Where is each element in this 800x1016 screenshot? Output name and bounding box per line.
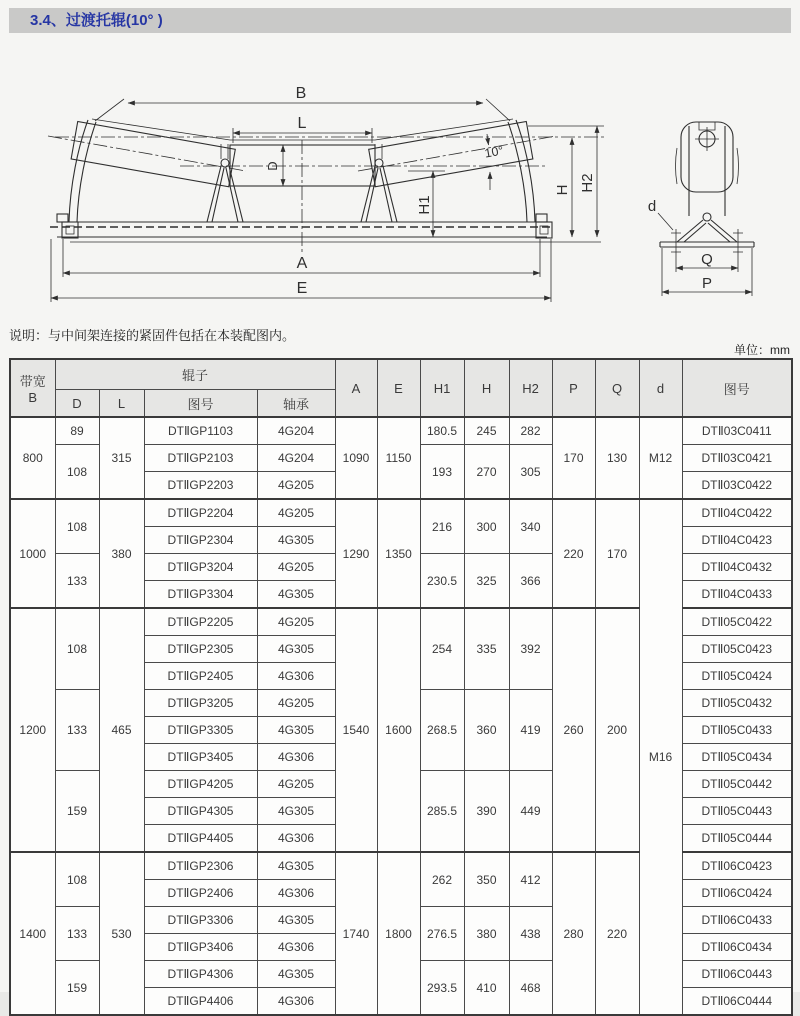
table-cell: DTⅡ04C0432: [682, 554, 792, 581]
table-cell: 159: [55, 961, 99, 1016]
table-cell: DTⅡ03C0411: [682, 417, 792, 445]
table-cell: 530: [99, 852, 144, 1015]
table-cell: 268.5: [420, 690, 464, 771]
stand-left: [207, 144, 243, 222]
table-cell: 1000: [10, 499, 55, 608]
table-cell: 200: [595, 608, 639, 852]
dim-label-l: L: [297, 115, 307, 132]
table-cell: DTⅡGP3306: [144, 907, 257, 934]
table-cell: 1290: [335, 499, 377, 608]
table-cell: M12: [639, 417, 682, 499]
spec-table: [9, 358, 793, 1016]
dim-leader-d-small: [658, 213, 673, 230]
side-v-legs: [677, 220, 737, 242]
dim-label-q: Q: [701, 251, 713, 268]
table-cell: 412: [509, 852, 552, 907]
table-cell: DTⅡGP3406: [144, 934, 257, 961]
table-cell: 449: [509, 771, 552, 853]
table-cell: 270: [464, 445, 509, 500]
table-cell: 4G306: [257, 744, 335, 771]
col-header-e: E: [377, 359, 420, 417]
col-header-fig: 图号: [682, 359, 792, 417]
table-cell: DTⅡGP2203: [144, 472, 257, 500]
table-cell: 170: [552, 417, 595, 499]
bracket-right: [508, 120, 535, 222]
table-body: [10, 417, 792, 1015]
table-cell: 4G305: [257, 636, 335, 663]
header-row-1: [10, 359, 792, 390]
technical-drawing: [0, 55, 800, 333]
table-cell: 1090: [335, 417, 377, 499]
table-cell: M16: [639, 499, 682, 1015]
table-cell: 1400: [10, 852, 55, 1015]
page-title: 3.4、过渡托辊(10° ): [30, 12, 163, 29]
table-cell: 419: [509, 690, 552, 771]
table-cell: DTⅡ05C0434: [682, 744, 792, 771]
table-cell: 366: [509, 554, 552, 609]
table-cell: 276.5: [420, 907, 464, 961]
table-cell: DTⅡGP2306: [144, 852, 257, 880]
table-cell: DTⅡGP3305: [144, 717, 257, 744]
col-header-p: P: [552, 359, 595, 417]
table-cell: DTⅡGP4205: [144, 771, 257, 798]
table-cell: 1350: [377, 499, 420, 608]
table-cell: DTⅡ05C0423: [682, 636, 792, 663]
table-cell: DTⅡGP3405: [144, 744, 257, 771]
side-roller-bulge: [676, 148, 739, 184]
table-cell: DTⅡGP2204: [144, 499, 257, 527]
table-cell: DTⅡ05C0433: [682, 717, 792, 744]
table-cell: 4G305: [257, 961, 335, 988]
table-cell: 4G306: [257, 934, 335, 961]
table-cell: 4G204: [257, 417, 335, 445]
table-cell: 305: [509, 445, 552, 500]
table-cell: 108: [55, 852, 99, 907]
table-cell: 245: [464, 417, 509, 445]
table-cell: 230.5: [420, 554, 464, 609]
table-cell: 468: [509, 961, 552, 1016]
table-cell: 220: [595, 852, 639, 1015]
col-header-sub-d: D: [55, 390, 99, 418]
table-cell: 254: [420, 608, 464, 690]
table-cell: 465: [99, 608, 144, 852]
side-view: [648, 122, 754, 296]
table-cell: DTⅡ05C0442: [682, 771, 792, 798]
table-cell: 4G205: [257, 771, 335, 798]
section-title-bar: [9, 8, 791, 33]
table-cell: DTⅡ06C0433: [682, 907, 792, 934]
table-cell: DTⅡGP2405: [144, 663, 257, 690]
col-header-h2: H2: [509, 359, 552, 417]
dim-label-p: P: [701, 275, 713, 292]
table-cell: 4G306: [257, 825, 335, 853]
table-cell: 4G305: [257, 798, 335, 825]
table-cell: DTⅡGP2304: [144, 527, 257, 554]
table-cell: DTⅡ06C0434: [682, 934, 792, 961]
table-cell: 4G205: [257, 554, 335, 581]
col-header-h: H: [464, 359, 509, 417]
table-cell: 360: [464, 690, 509, 771]
table-cell: 108: [55, 608, 99, 690]
table-cell: DTⅡ04C0433: [682, 581, 792, 609]
bracket-left: [69, 120, 96, 222]
table-cell: DTⅡGP4406: [144, 988, 257, 1016]
table-cell: DTⅡ05C0422: [682, 608, 792, 636]
col-header-roller-group: 辊子: [55, 359, 335, 390]
table-cell: DTⅡ06C0444: [682, 988, 792, 1016]
table-cell: DTⅡ05C0432: [682, 690, 792, 717]
table-cell: 350: [464, 852, 509, 907]
dim-label-b: B: [295, 85, 307, 102]
table-cell: DTⅡGP3304: [144, 581, 257, 609]
table-row: [10, 417, 792, 445]
table-cell: 1200: [10, 608, 55, 852]
table-cell: DTⅡGP4305: [144, 798, 257, 825]
table-cell: 216: [420, 499, 464, 554]
table-cell: 438: [509, 907, 552, 961]
table-cell: DTⅡGP4405: [144, 825, 257, 853]
angle-arrow-upper: [487, 134, 489, 145]
table-cell: 1600: [377, 608, 420, 852]
dim-label-d: D: [265, 161, 280, 171]
table-cell: 133: [55, 907, 99, 961]
table-cell: DTⅡ05C0424: [682, 663, 792, 690]
table-cell: DTⅡGP3204: [144, 554, 257, 581]
roller-left: [71, 122, 235, 187]
table-cell: 392: [509, 608, 552, 690]
table-cell: 4G205: [257, 472, 335, 500]
bandwidth-line1: 带宽: [19, 374, 46, 389]
table-cell: 108: [55, 499, 99, 554]
table-cell: 4G305: [257, 717, 335, 744]
table-cell: 4G205: [257, 608, 335, 636]
col-header-bandwidth: [10, 359, 55, 417]
table-cell: 4G306: [257, 663, 335, 690]
angle-label: 10°: [483, 143, 505, 161]
dim-label-e: E: [296, 280, 308, 297]
table-cell: 325: [464, 554, 509, 609]
table-cell: 1800: [377, 852, 420, 1015]
table-cell: 220: [552, 499, 595, 608]
table-cell: 410: [464, 961, 509, 1016]
dim-label-h2: H2: [579, 173, 596, 193]
table-cell: 170: [595, 499, 639, 608]
col-header-h1: H1: [420, 359, 464, 417]
col-header-d: d: [639, 359, 682, 417]
table-cell: DTⅡ05C0443: [682, 798, 792, 825]
base-frame: [50, 214, 601, 242]
stand-right: [361, 144, 397, 222]
col-header-sub-bearing: 轴承: [257, 390, 335, 418]
table-cell: 1740: [335, 852, 377, 1015]
dim-label-d-small: d: [647, 198, 657, 215]
table-cell: 340: [509, 499, 552, 554]
table-cell: 4G306: [257, 988, 335, 1016]
table-cell: 380: [99, 499, 144, 608]
roller-right: [369, 122, 533, 187]
table-cell: DTⅡGP2103: [144, 445, 257, 472]
table-cell: 390: [464, 771, 509, 853]
table-cell: 260: [552, 608, 595, 852]
table-cell: DTⅡ03C0421: [682, 445, 792, 472]
table-cell: DTⅡ06C0423: [682, 852, 792, 880]
dim-label-h: H: [554, 184, 571, 196]
table-header: [10, 359, 792, 417]
dim-label-a: A: [296, 255, 308, 272]
col-header-a: A: [335, 359, 377, 417]
table-cell: DTⅡ04C0422: [682, 499, 792, 527]
table-cell: 180.5: [420, 417, 464, 445]
col-header-sub-fig: 图号: [144, 390, 257, 418]
side-pin-circle: [703, 213, 711, 221]
dim-label-h1: H1: [416, 195, 433, 215]
table-cell: 4G305: [257, 852, 335, 880]
table-cell: 262: [420, 852, 464, 907]
table-cell: 4G306: [257, 880, 335, 907]
table-cell: DTⅡGP2305: [144, 636, 257, 663]
table-cell: 335: [464, 608, 509, 690]
table-cell: 133: [55, 554, 99, 609]
bandwidth-line2: B: [28, 390, 38, 405]
roller-center: [230, 145, 375, 186]
side-base-plate: [660, 242, 754, 247]
table-cell: 300: [464, 499, 509, 554]
table-cell: 159: [55, 771, 99, 853]
table-cell: DTⅡ05C0444: [682, 825, 792, 853]
table-cell: 380: [464, 907, 509, 961]
table-cell: 4G305: [257, 581, 335, 609]
table-cell: DTⅡ04C0423: [682, 527, 792, 554]
table-cell: 89: [55, 417, 99, 445]
table-cell: 315: [99, 417, 144, 499]
table-cell: DTⅡGP2205: [144, 608, 257, 636]
table-cell: 193: [420, 445, 464, 500]
table-cell: DTⅡ03C0422: [682, 472, 792, 500]
table-cell: 285.5: [420, 771, 464, 853]
table-cell: DTⅡGP2406: [144, 880, 257, 907]
table-cell: DTⅡGP4306: [144, 961, 257, 988]
table-cell: 282: [509, 417, 552, 445]
table-cell: 4G305: [257, 907, 335, 934]
table-cell: 4G205: [257, 499, 335, 527]
table-cell: 108: [55, 445, 99, 500]
table-cell: DTⅡ06C0424: [682, 880, 792, 907]
col-header-q: Q: [595, 359, 639, 417]
table-cell: DTⅡGP3205: [144, 690, 257, 717]
table-cell: 4G204: [257, 445, 335, 472]
table-cell: 280: [552, 852, 595, 1015]
table-cell: DTⅡGP1103: [144, 417, 257, 445]
side-bolt-cross: [695, 127, 719, 151]
table-cell: 1540: [335, 608, 377, 852]
front-view: [48, 85, 604, 302]
table-cell: 293.5: [420, 961, 464, 1016]
unit-label: 单位：mm: [734, 343, 790, 357]
col-header-sub-l: L: [99, 390, 144, 418]
table-cell: 130: [595, 417, 639, 499]
table-cell: 133: [55, 690, 99, 771]
table-cell: 800: [10, 417, 55, 499]
table-cell: 1150: [377, 417, 420, 499]
table-cell: DTⅡ06C0443: [682, 961, 792, 988]
table-cell: 4G305: [257, 527, 335, 554]
table-cell: 4G205: [257, 690, 335, 717]
table-row: [10, 499, 792, 527]
note-text: 说明：与中间架连接的紧固件包括在本装配图内。: [9, 328, 296, 343]
